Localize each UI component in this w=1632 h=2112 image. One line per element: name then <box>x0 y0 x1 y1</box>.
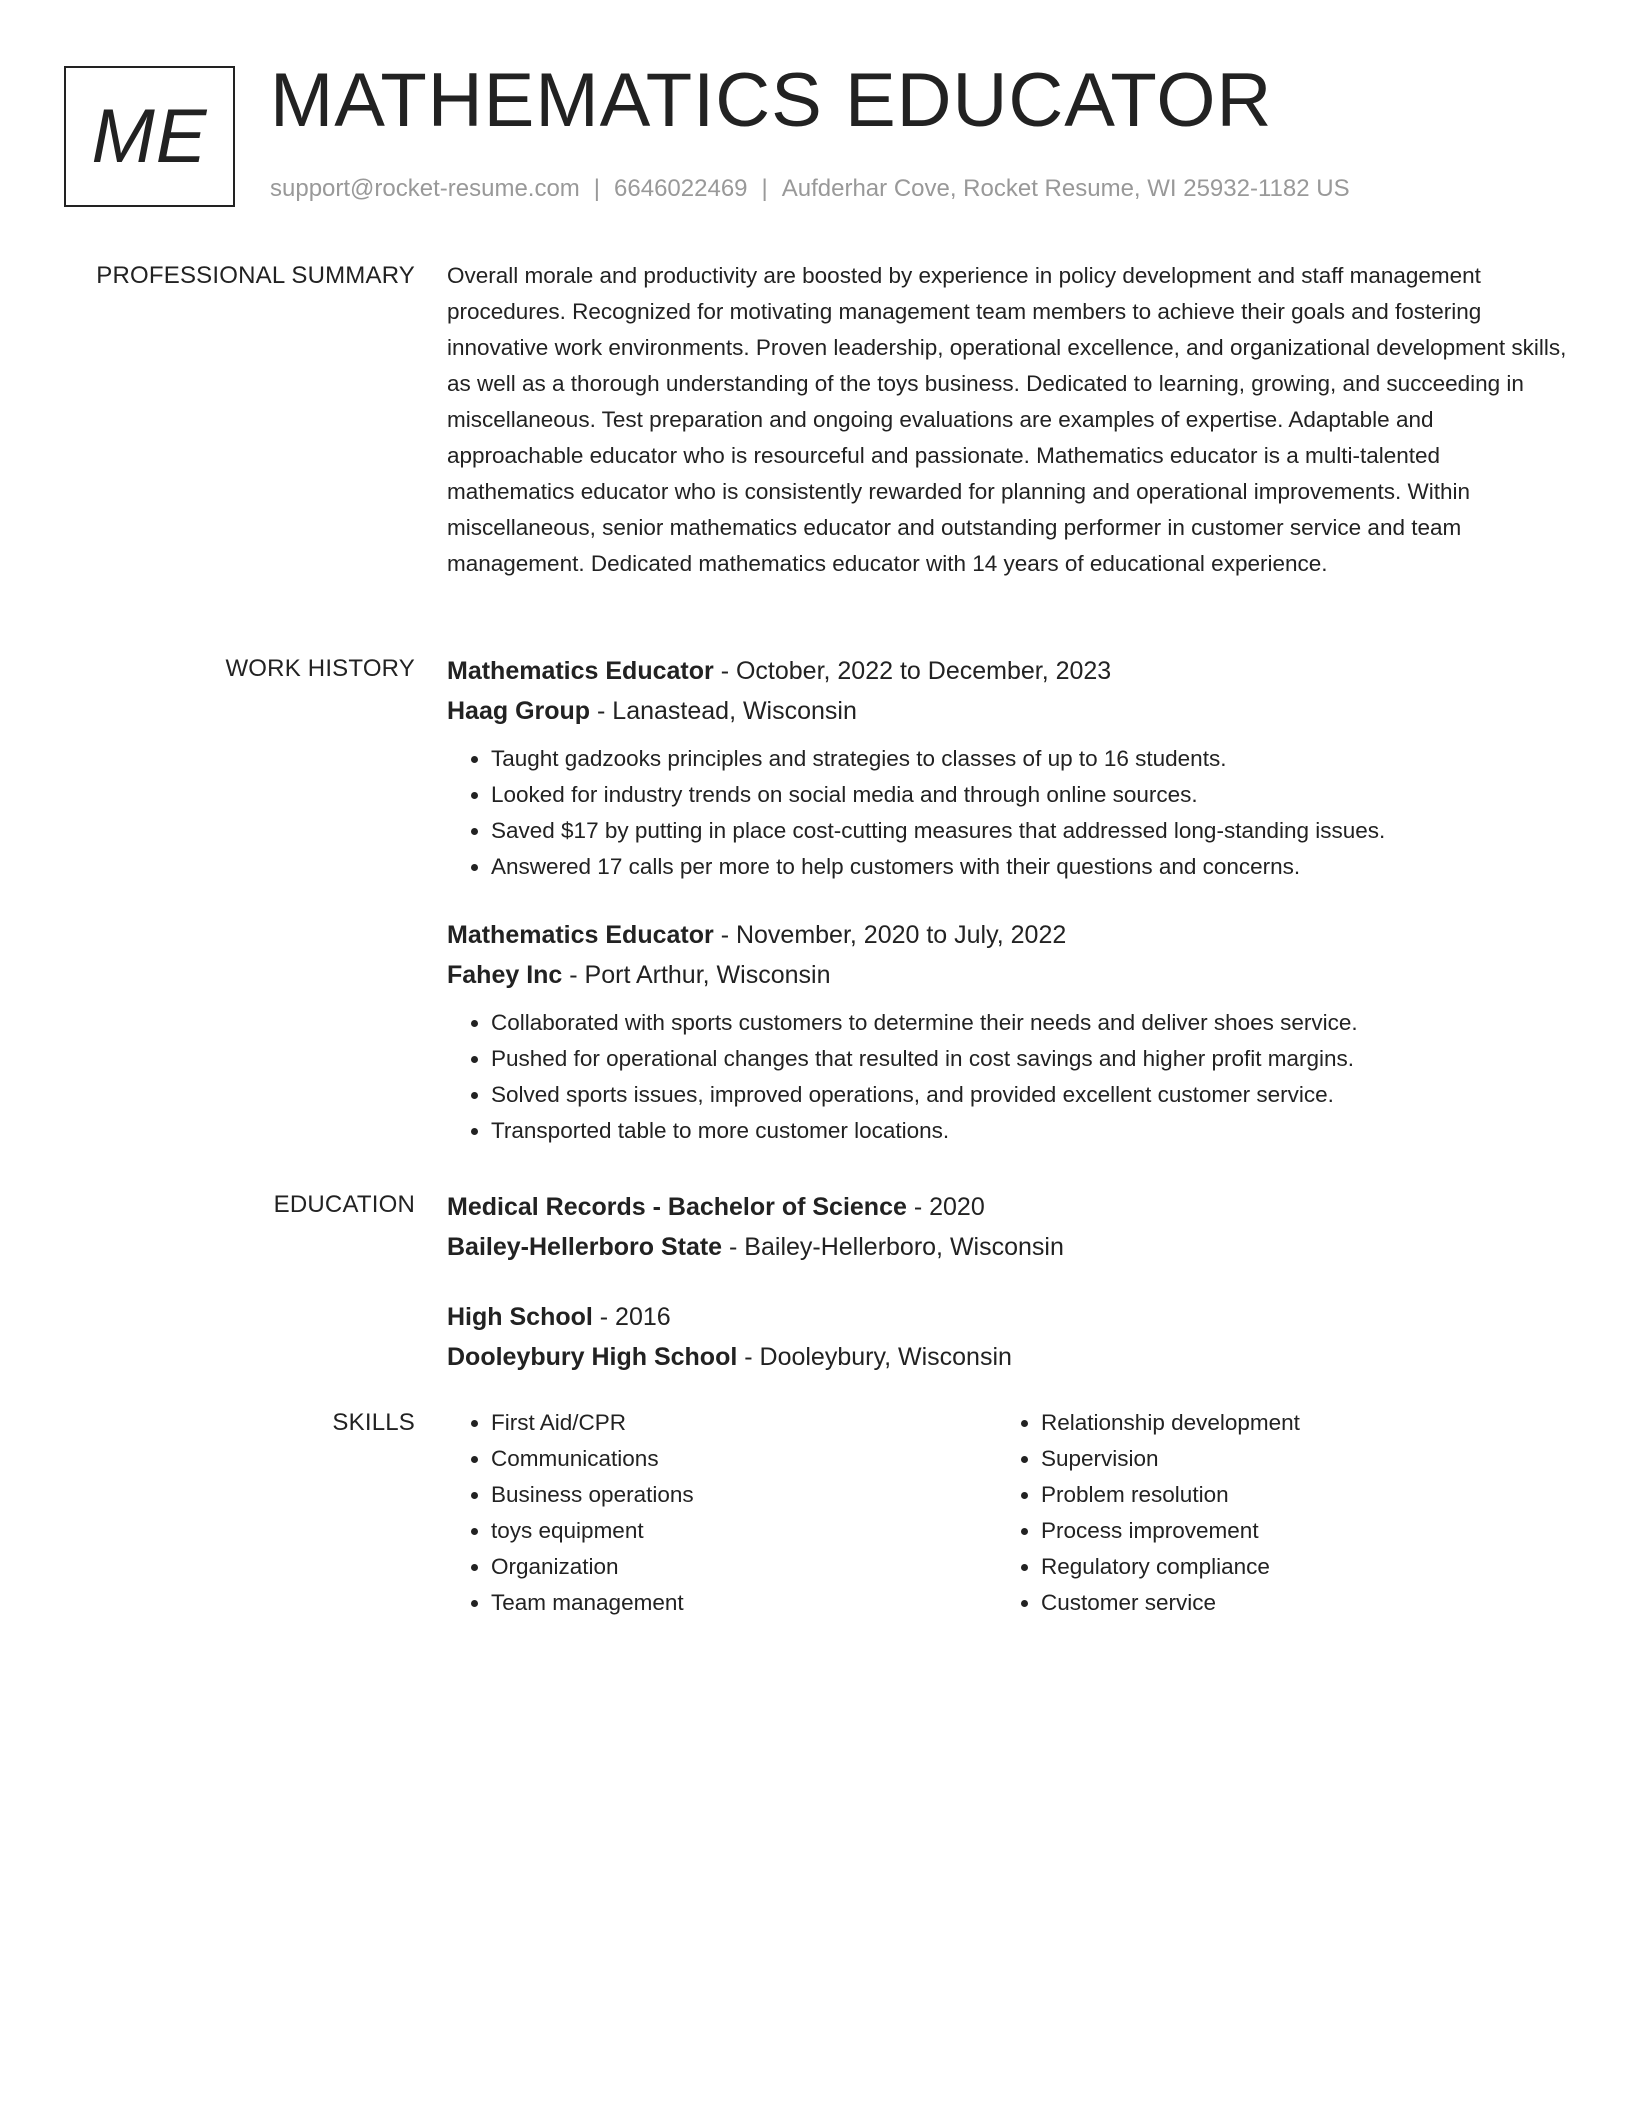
list-item: • Looked for industry trends on social media and through online sources. <box>491 777 1567 813</box>
contact-email[interactable]: support@rocket-resume.com <box>270 175 580 202</box>
list-item: • Taught gadzooks principles and strategies to classes of up to 16 students. <box>491 741 1567 777</box>
job-company: Fahey Inc <box>447 961 563 989</box>
work-history-body <box>447 651 1567 1149</box>
skills-list-left <box>447 1405 997 1621</box>
degree-line <box>447 1297 1567 1337</box>
summary-body <box>447 258 1567 582</box>
education-entry <box>447 1297 1567 1377</box>
job-company: Haag Group <box>447 697 591 725</box>
list-item: • Customer service <box>1041 1585 1547 1621</box>
job-entry <box>447 915 1567 1149</box>
list-item: • Communications <box>491 1441 997 1477</box>
list-item: • Business operations <box>491 1477 997 1513</box>
monogram: ME <box>64 66 235 207</box>
contact-separator: | <box>761 175 768 202</box>
list-item: • Team management <box>491 1585 997 1621</box>
school: Dooleybury High School <box>447 1343 738 1371</box>
skills-columns <box>447 1405 1567 1621</box>
list-item: • Problem resolution <box>1041 1477 1547 1513</box>
job-dates: - October, 2022 to December, 2023 <box>713 657 1112 685</box>
school: Bailey-Hellerboro State <box>447 1233 723 1261</box>
list-item: • Solved sports issues, improved operations, and provided excellent customer service. <box>491 1077 1567 1113</box>
job-company-line <box>447 955 1567 995</box>
degree: High School <box>447 1303 593 1331</box>
skills-list-right <box>997 1405 1547 1621</box>
job-company-line <box>447 691 1567 731</box>
list-item: • Regulatory compliance <box>1041 1549 1547 1585</box>
school-line <box>447 1337 1567 1377</box>
section-label-summary: PROFESSIONAL SUMMARY <box>96 262 415 289</box>
school-location: - Dooleybury, Wisconsin <box>737 1343 1012 1371</box>
contact-separator: | <box>593 175 601 202</box>
section-label-education: EDUCATION <box>273 1191 415 1218</box>
job-title: Mathematics Educator <box>447 657 714 685</box>
job-duties-list <box>447 1005 1567 1149</box>
job-title-line <box>447 915 1567 955</box>
school-location: - Bailey-Hellerboro, Wisconsin <box>722 1233 1064 1261</box>
job-title: Mathematics Educator <box>447 921 714 949</box>
section-label-skills: SKILLS <box>332 1409 415 1436</box>
list-item: • Process improvement <box>1041 1513 1547 1549</box>
list-item: • Organization <box>491 1549 997 1585</box>
list-item: • First Aid/CPR <box>491 1405 997 1441</box>
list-item: • Pushed for operational changes that resulted in cost savings and higher profit margins. <box>491 1041 1567 1077</box>
education-entry <box>447 1187 1567 1267</box>
degree-year: - 2016 <box>592 1303 671 1331</box>
degree-line <box>447 1187 1567 1227</box>
list-item: • Supervision <box>1041 1441 1547 1477</box>
degree-year: - 2020 <box>906 1193 985 1221</box>
list-item: • Collaborated with sports customers to determine their needs and deliver shoes service. <box>491 1005 1567 1041</box>
contact-phone[interactable]: 6646022469 <box>614 175 748 202</box>
list-item: • Relationship development <box>1041 1405 1547 1441</box>
list-item: • Saved $17 by putting in place cost-cutting measures that addressed long-standing issues. <box>491 813 1567 849</box>
list-item: • toys equipment <box>491 1513 997 1549</box>
education-body <box>447 1187 1567 1377</box>
list-item: • Transported table to more customer locations. <box>491 1113 1567 1149</box>
job-location: - Port Arthur, Wisconsin <box>562 961 831 989</box>
job-dates: - November, 2020 to July, 2022 <box>713 921 1067 949</box>
skills-body <box>447 1405 1567 1621</box>
skills-column-left <box>447 1405 997 1621</box>
job-location: - Lanastead, Wisconsin <box>590 697 857 725</box>
contact-line <box>270 172 1350 206</box>
skills-column-right <box>997 1405 1547 1621</box>
page-title: MATHEMATICS EDUCATOR <box>270 58 1273 143</box>
contact-address: Aufderhar Cove, Rocket Resume, WI 25932-1182 US <box>781 175 1350 202</box>
summary-text: Overall morale and productivity are boosted by experience in policy development and staff management procedures. Recognized for motivating management team members to achieve their goals and fostering innovative work environments. Proven leadership, operational excellence, and organizational development skills, as well as a thorough understanding of the toys business. Dedicated to learning, growing, and succeeding in miscellaneous. Test preparation and ongoing evaluations are examples of expertise. Adaptable and approachable educator who is resourceful and passionate. Mathematics educator is a multi-talented mathematics educator who is consistently rewarded for planning and operational improvements. Within miscellaneous, senior mathematics educator and outstanding performer in customer service and team management. Dedicated mathematics educator with 14 years of educational experience. <box>447 263 1567 576</box>
job-entry <box>447 651 1567 885</box>
list-item: • Answered 17 calls per more to help customers with their questions and concerns. <box>491 849 1567 885</box>
job-duties-list <box>447 741 1567 885</box>
degree: Medical Records - Bachelor of Science <box>447 1193 907 1221</box>
job-title-line <box>447 651 1567 691</box>
section-label-work-history: WORK HISTORY <box>225 655 415 682</box>
school-line <box>447 1227 1567 1267</box>
